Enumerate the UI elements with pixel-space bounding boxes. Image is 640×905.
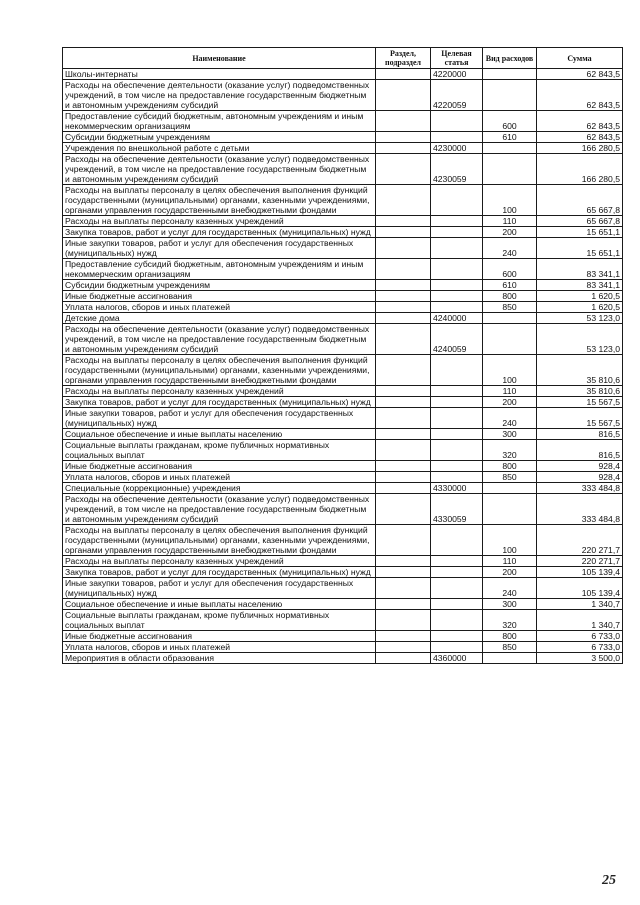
- row-name-cell: Расходы на обеспечение деятельности (оказание услуг) подведомственных учреждений, в том числе на предоставление государственным бюджетным и автономным учреждениям субсидий: [63, 494, 376, 525]
- row-type-cell: 800: [483, 291, 537, 302]
- row-article-cell: [431, 216, 483, 227]
- row-section-cell: [376, 80, 431, 111]
- table-row: [63, 440, 623, 461]
- row-type-cell: 320: [483, 610, 537, 631]
- row-name-cell: Социальное обеспечение и иные выплаты населению: [63, 599, 376, 610]
- row-article-cell: [431, 599, 483, 610]
- row-type-cell: 850: [483, 472, 537, 483]
- table-row: [63, 80, 623, 111]
- row-sum-cell: 816,5: [537, 440, 623, 461]
- table-row: [63, 185, 623, 216]
- row-article-cell: 4330059: [431, 494, 483, 525]
- row-sum-cell: 1 620,5: [537, 291, 623, 302]
- table-row: [63, 111, 623, 132]
- row-name-cell: Предоставление субсидий бюджетным, автономным учреждениям и иным некоммерческим организациям: [63, 111, 376, 132]
- row-sum-cell: 928,4: [537, 461, 623, 472]
- row-name-cell: Детские дома: [63, 313, 376, 324]
- table-row: [63, 429, 623, 440]
- row-name-cell: Иные закупки товаров, работ и услуг для обеспечения государственных (муниципальных) нужд: [63, 238, 376, 259]
- row-type-cell: 240: [483, 578, 537, 599]
- row-sum-cell: 65 667,8: [537, 216, 623, 227]
- table-row: [63, 259, 623, 280]
- table-row: [63, 642, 623, 653]
- row-article-cell: [431, 355, 483, 386]
- row-sum-cell: 62 843,5: [537, 69, 623, 80]
- row-article-cell: [431, 578, 483, 599]
- row-section-cell: [376, 154, 431, 185]
- table-row: [63, 291, 623, 302]
- row-sum-cell: 15 567,5: [537, 397, 623, 408]
- table-row: [63, 324, 623, 355]
- row-type-cell: [483, 494, 537, 525]
- row-name-cell: Расходы на выплаты персоналу в целях обеспечения выполнения функций государственными (муниципальными) органами, казенными учреждениями, органами управления государственными внебюджетными фондами: [63, 185, 376, 216]
- row-section-cell: [376, 472, 431, 483]
- row-sum-cell: 3 500,0: [537, 653, 623, 664]
- row-section-cell: [376, 259, 431, 280]
- row-sum-cell: 220 271,7: [537, 525, 623, 556]
- header-article: Целевая статья: [431, 48, 483, 69]
- table-row: [63, 408, 623, 429]
- row-article-cell: [431, 461, 483, 472]
- table-row: [63, 483, 623, 494]
- row-section-cell: [376, 408, 431, 429]
- row-sum-cell: 928,4: [537, 472, 623, 483]
- table-body: [63, 69, 623, 664]
- row-sum-cell: 6 733,0: [537, 631, 623, 642]
- row-type-cell: 110: [483, 556, 537, 567]
- table-row: [63, 280, 623, 291]
- row-type-cell: 300: [483, 429, 537, 440]
- row-article-cell: 4230000: [431, 143, 483, 154]
- row-name-cell: Уплата налогов, сборов и иных платежей: [63, 302, 376, 313]
- row-section-cell: [376, 556, 431, 567]
- row-name-cell: Расходы на выплаты персоналу казенных учреждений: [63, 556, 376, 567]
- header-type: Вид расходов: [483, 48, 537, 69]
- header-name: Наименование: [63, 48, 376, 69]
- row-name-cell: Иные бюджетные ассигнования: [63, 631, 376, 642]
- row-article-cell: 4360000: [431, 653, 483, 664]
- row-type-cell: 800: [483, 461, 537, 472]
- row-section-cell: [376, 132, 431, 143]
- row-type-cell: 610: [483, 280, 537, 291]
- row-sum-cell: 333 484,8: [537, 494, 623, 525]
- row-sum-cell: 62 843,5: [537, 111, 623, 132]
- row-section-cell: [376, 440, 431, 461]
- row-name-cell: Закупка товаров, работ и услуг для государственных (муниципальных) нужд: [63, 397, 376, 408]
- row-type-cell: 200: [483, 567, 537, 578]
- row-section-cell: [376, 227, 431, 238]
- row-section-cell: [376, 494, 431, 525]
- row-type-cell: 200: [483, 227, 537, 238]
- row-name-cell: Социальные выплаты гражданам, кроме публичных нормативных социальных выплат: [63, 610, 376, 631]
- row-type-cell: 100: [483, 525, 537, 556]
- row-sum-cell: 62 843,5: [537, 80, 623, 111]
- row-type-cell: [483, 80, 537, 111]
- row-sum-cell: 1 340,7: [537, 599, 623, 610]
- row-sum-cell: 333 484,8: [537, 483, 623, 494]
- row-section-cell: [376, 324, 431, 355]
- row-sum-cell: 105 139,4: [537, 567, 623, 578]
- table-row: [63, 216, 623, 227]
- row-section-cell: [376, 653, 431, 664]
- row-type-cell: [483, 154, 537, 185]
- row-name-cell: Мероприятия в области образования: [63, 653, 376, 664]
- row-section-cell: [376, 483, 431, 494]
- row-sum-cell: 1 340,7: [537, 610, 623, 631]
- row-type-cell: [483, 143, 537, 154]
- row-section-cell: [376, 525, 431, 556]
- row-type-cell: [483, 313, 537, 324]
- row-name-cell: Предоставление субсидий бюджетным, автономным учреждениям и иным некоммерческим организациям: [63, 259, 376, 280]
- row-type-cell: 200: [483, 397, 537, 408]
- row-type-cell: 600: [483, 259, 537, 280]
- row-type-cell: [483, 324, 537, 355]
- row-article-cell: [431, 631, 483, 642]
- row-article-cell: 4240059: [431, 324, 483, 355]
- table-row: [63, 302, 623, 313]
- row-sum-cell: 1 620,5: [537, 302, 623, 313]
- table-row: [63, 610, 623, 631]
- row-name-cell: Уплата налогов, сборов и иных платежей: [63, 642, 376, 653]
- header-section: Раздел, подраздел: [376, 48, 431, 69]
- row-name-cell: Социальное обеспечение и иные выплаты населению: [63, 429, 376, 440]
- row-section-cell: [376, 386, 431, 397]
- row-name-cell: Иные закупки товаров, работ и услуг для обеспечения государственных (муниципальных) нужд: [63, 578, 376, 599]
- header-sum: Сумма: [537, 48, 623, 69]
- row-name-cell: Иные бюджетные ассигнования: [63, 291, 376, 302]
- row-name-cell: Иные бюджетные ассигнования: [63, 461, 376, 472]
- row-article-cell: 4240000: [431, 313, 483, 324]
- table-header-row: [63, 48, 623, 69]
- row-name-cell: Субсидии бюджетным учреждениям: [63, 280, 376, 291]
- row-section-cell: [376, 302, 431, 313]
- row-sum-cell: 53 123,0: [537, 313, 623, 324]
- row-article-cell: [431, 132, 483, 143]
- row-article-cell: 4330000: [431, 483, 483, 494]
- row-name-cell: Специальные (коррекционные) учреждения: [63, 483, 376, 494]
- row-section-cell: [376, 280, 431, 291]
- row-article-cell: [431, 386, 483, 397]
- table-row: [63, 355, 623, 386]
- row-type-cell: [483, 653, 537, 664]
- row-section-cell: [376, 185, 431, 216]
- row-sum-cell: 35 810,6: [537, 355, 623, 386]
- row-article-cell: [431, 302, 483, 313]
- row-name-cell: Закупка товаров, работ и услуг для государственных (муниципальных) нужд: [63, 227, 376, 238]
- row-section-cell: [376, 313, 431, 324]
- table-row: [63, 525, 623, 556]
- row-name-cell: Закупка товаров, работ и услуг для государственных (муниципальных) нужд: [63, 567, 376, 578]
- row-section-cell: [376, 429, 431, 440]
- table-row: [63, 578, 623, 599]
- table-row: [63, 238, 623, 259]
- row-section-cell: [376, 567, 431, 578]
- table-row: [63, 556, 623, 567]
- row-name-cell: Иные закупки товаров, работ и услуг для обеспечения государственных (муниципальных) нужд: [63, 408, 376, 429]
- row-article-cell: [431, 227, 483, 238]
- table-row: [63, 313, 623, 324]
- row-article-cell: [431, 472, 483, 483]
- table-row: [63, 154, 623, 185]
- row-article-cell: 4230059: [431, 154, 483, 185]
- page-number: 25: [602, 873, 616, 888]
- row-type-cell: 800: [483, 631, 537, 642]
- row-type-cell: 240: [483, 238, 537, 259]
- row-article-cell: [431, 642, 483, 653]
- row-type-cell: [483, 483, 537, 494]
- table-row: [63, 599, 623, 610]
- row-type-cell: 240: [483, 408, 537, 429]
- row-article-cell: [431, 111, 483, 132]
- row-name-cell: Уплата налогов, сборов и иных платежей: [63, 472, 376, 483]
- table-row: [63, 472, 623, 483]
- row-type-cell: 850: [483, 642, 537, 653]
- row-sum-cell: 83 341,1: [537, 259, 623, 280]
- row-sum-cell: 166 280,5: [537, 154, 623, 185]
- row-name-cell: Расходы на выплаты персоналу казенных учреждений: [63, 216, 376, 227]
- row-section-cell: [376, 642, 431, 653]
- row-sum-cell: 15 651,1: [537, 238, 623, 259]
- row-type-cell: 100: [483, 185, 537, 216]
- row-section-cell: [376, 578, 431, 599]
- row-type-cell: 320: [483, 440, 537, 461]
- row-article-cell: [431, 429, 483, 440]
- table-row: [63, 143, 623, 154]
- row-article-cell: 4220059: [431, 80, 483, 111]
- table-row: [63, 631, 623, 642]
- row-sum-cell: 53 123,0: [537, 324, 623, 355]
- row-name-cell: Расходы на выплаты персоналу в целях обеспечения выполнения функций государственными (муниципальными) органами, казенными учреждениями, органами управления государственными внебюджетными фондами: [63, 525, 376, 556]
- row-sum-cell: 83 341,1: [537, 280, 623, 291]
- row-type-cell: 610: [483, 132, 537, 143]
- row-type-cell: 850: [483, 302, 537, 313]
- row-sum-cell: 816,5: [537, 429, 623, 440]
- row-article-cell: [431, 610, 483, 631]
- row-article-cell: [431, 525, 483, 556]
- row-section-cell: [376, 111, 431, 132]
- row-section-cell: [376, 216, 431, 227]
- row-article-cell: [431, 238, 483, 259]
- row-section-cell: [376, 610, 431, 631]
- table-row: [63, 494, 623, 525]
- row-sum-cell: 15 651,1: [537, 227, 623, 238]
- row-type-cell: 600: [483, 111, 537, 132]
- row-article-cell: 4220000: [431, 69, 483, 80]
- row-section-cell: [376, 355, 431, 386]
- row-name-cell: Расходы на обеспечение деятельности (оказание услуг) подведомственных учреждений, в том числе на предоставление государственным бюджетным и автономным учреждениям субсидий: [63, 80, 376, 111]
- row-type-cell: 110: [483, 216, 537, 227]
- table-row: [63, 461, 623, 472]
- row-section-cell: [376, 291, 431, 302]
- row-sum-cell: 65 667,8: [537, 185, 623, 216]
- row-name-cell: Расходы на выплаты персоналу в целях обеспечения выполнения функций государственными (муниципальными) органами, казенными учреждениями, органами управления государственными внебюджетными фондами: [63, 355, 376, 386]
- row-article-cell: [431, 397, 483, 408]
- row-article-cell: [431, 440, 483, 461]
- row-article-cell: [431, 408, 483, 429]
- row-article-cell: [431, 185, 483, 216]
- row-article-cell: [431, 567, 483, 578]
- row-section-cell: [376, 461, 431, 472]
- row-article-cell: [431, 280, 483, 291]
- row-name-cell: Социальные выплаты гражданам, кроме публичных нормативных социальных выплат: [63, 440, 376, 461]
- row-type-cell: 100: [483, 355, 537, 386]
- row-name-cell: Учреждения по внешкольной работе с детьми: [63, 143, 376, 154]
- table-row: [63, 653, 623, 664]
- row-section-cell: [376, 69, 431, 80]
- row-section-cell: [376, 143, 431, 154]
- row-article-cell: [431, 556, 483, 567]
- row-article-cell: [431, 259, 483, 280]
- budget-table: [62, 47, 623, 664]
- row-sum-cell: 35 810,6: [537, 386, 623, 397]
- row-sum-cell: 15 567,5: [537, 408, 623, 429]
- row-sum-cell: 220 271,7: [537, 556, 623, 567]
- row-section-cell: [376, 631, 431, 642]
- table-row: [63, 397, 623, 408]
- row-section-cell: [376, 238, 431, 259]
- row-type-cell: [483, 69, 537, 80]
- row-name-cell: Расходы на обеспечение деятельности (оказание услуг) подведомственных учреждений, в том числе на предоставление государственным бюджетным и автономным учреждениям субсидий: [63, 324, 376, 355]
- row-article-cell: [431, 291, 483, 302]
- table-row: [63, 132, 623, 143]
- row-type-cell: 110: [483, 386, 537, 397]
- table-row: [63, 69, 623, 80]
- row-name-cell: Расходы на обеспечение деятельности (оказание услуг) подведомственных учреждений, в том числе на предоставление государственным бюджетным и автономным учреждениям субсидий: [63, 154, 376, 185]
- row-sum-cell: 105 139,4: [537, 578, 623, 599]
- row-section-cell: [376, 397, 431, 408]
- row-name-cell: Субсидии бюджетным учреждениям: [63, 132, 376, 143]
- row-sum-cell: 6 733,0: [537, 642, 623, 653]
- row-sum-cell: 62 843,5: [537, 132, 623, 143]
- table-row: [63, 227, 623, 238]
- table-row: [63, 567, 623, 578]
- table-row: [63, 386, 623, 397]
- row-name-cell: Школы-интернаты: [63, 69, 376, 80]
- row-type-cell: 300: [483, 599, 537, 610]
- row-sum-cell: 166 280,5: [537, 143, 623, 154]
- row-section-cell: [376, 599, 431, 610]
- row-name-cell: Расходы на выплаты персоналу казенных учреждений: [63, 386, 376, 397]
